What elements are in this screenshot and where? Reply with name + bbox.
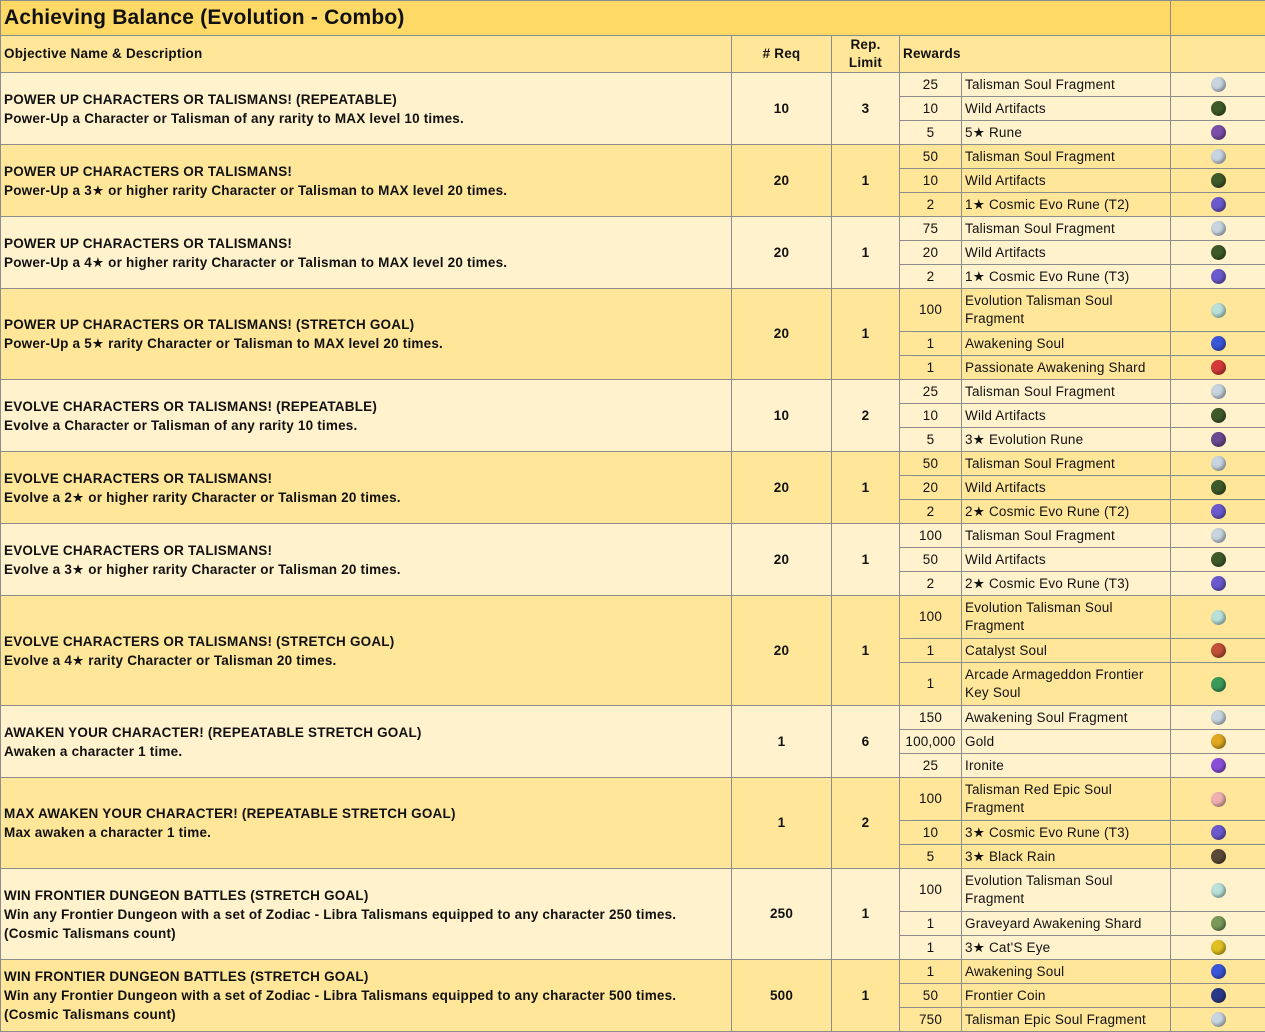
- reward-name: Talisman Soul Fragment: [962, 217, 1171, 241]
- table-row: [1, 960, 1265, 984]
- objective-cell: [1, 217, 732, 289]
- evo-soul-fragment-icon: [1211, 883, 1226, 898]
- header-rewards: Rewards: [900, 36, 1171, 73]
- reward-icon-cell: [1171, 869, 1265, 912]
- graveyard-shard-icon: [1211, 916, 1226, 931]
- reward-quantity: 10: [900, 821, 962, 845]
- soul-fragment-icon: [1211, 456, 1226, 471]
- reward-quantity: 25: [900, 754, 962, 778]
- table-row: [1, 778, 1265, 821]
- reward-name: Evolution Talisman Soul Fragment: [962, 289, 1171, 332]
- objective-description: Power-Up a 5★ rarity Character or Talisman to MAX level 20 times.: [4, 334, 728, 353]
- soul-fragment-icon: [1211, 149, 1226, 164]
- req-count: 500: [732, 960, 832, 1032]
- reward-name: Talisman Soul Fragment: [962, 452, 1171, 476]
- reward-icon-cell: [1171, 936, 1265, 960]
- wild-artifacts-icon: [1211, 245, 1226, 260]
- wild-artifacts-icon: [1211, 480, 1226, 495]
- reward-name: Talisman Soul Fragment: [962, 73, 1171, 97]
- wild-artifacts-icon: [1211, 552, 1226, 567]
- reward-quantity: 1: [900, 356, 962, 380]
- black-rain-icon: [1211, 849, 1226, 864]
- reward-quantity: 1: [900, 912, 962, 936]
- reward-icon-cell: [1171, 984, 1265, 1008]
- reward-name: 1★ Cosmic Evo Rune (T3): [962, 265, 1171, 289]
- objective-cell: [1, 145, 732, 217]
- reward-icon-cell: [1171, 145, 1265, 169]
- reward-icon-cell: [1171, 778, 1265, 821]
- reward-icon-cell: [1171, 121, 1265, 145]
- reward-icon-cell: [1171, 912, 1265, 936]
- reward-name: Wild Artifacts: [962, 169, 1171, 193]
- header-limit: Rep. Limit: [832, 36, 900, 73]
- reward-quantity: 100: [900, 524, 962, 548]
- reward-quantity: 1: [900, 639, 962, 663]
- cosmic-evo-rune-icon: [1211, 197, 1226, 212]
- reward-quantity: 2: [900, 572, 962, 596]
- reward-name: Wild Artifacts: [962, 548, 1171, 572]
- soul-fragment-icon: [1211, 221, 1226, 236]
- reward-name: Catalyst Soul: [962, 639, 1171, 663]
- epic-soul-fragment-icon: [1211, 792, 1226, 807]
- objective-cell: [1, 869, 732, 960]
- reward-name: Frontier Coin: [962, 984, 1171, 1008]
- reward-quantity: 5: [900, 428, 962, 452]
- objective-cell: [1, 524, 732, 596]
- reward-quantity: 10: [900, 97, 962, 121]
- rep-limit: 1: [832, 289, 900, 380]
- reward-icon-cell: [1171, 169, 1265, 193]
- table-row: [1, 596, 1265, 639]
- soul-fragment-icon: [1211, 384, 1226, 399]
- rep-limit: 6: [832, 706, 900, 778]
- objective-description: Evolve a Character or Talisman of any rarity 10 times.: [4, 416, 728, 435]
- cosmic-evo-rune-icon: [1211, 269, 1226, 284]
- objective-name: EVOLVE CHARACTERS OR TALISMANS! (REPEATABLE): [4, 397, 728, 416]
- reward-quantity: 1: [900, 332, 962, 356]
- reward-icon-cell: [1171, 754, 1265, 778]
- header-req: # Req: [732, 36, 832, 73]
- reward-icon-cell: [1171, 706, 1265, 730]
- header-icon: [1171, 36, 1265, 73]
- table-row: [1, 380, 1265, 404]
- cats-eye-icon: [1211, 940, 1226, 955]
- reward-name: Passionate Awakening Shard: [962, 356, 1171, 380]
- reward-name: Wild Artifacts: [962, 476, 1171, 500]
- objective-description: Power-Up a Character or Talisman of any rarity to MAX level 10 times.: [4, 109, 728, 128]
- objective-cell: [1, 289, 732, 380]
- reward-quantity: 750: [900, 1008, 962, 1032]
- reward-icon-cell: [1171, 404, 1265, 428]
- evo-soul-fragment-icon: [1211, 303, 1226, 318]
- reward-quantity: 100: [900, 778, 962, 821]
- awakening-shard-icon: [1211, 360, 1226, 375]
- reward-name: Awakening Soul: [962, 960, 1171, 984]
- reward-icon-cell: [1171, 476, 1265, 500]
- reward-name: Talisman Soul Fragment: [962, 524, 1171, 548]
- reward-quantity: 150: [900, 706, 962, 730]
- reward-quantity: 1: [900, 936, 962, 960]
- reward-icon-cell: [1171, 380, 1265, 404]
- rep-limit: 1: [832, 217, 900, 289]
- reward-icon-cell: [1171, 596, 1265, 639]
- awakening-soul-icon: [1211, 336, 1226, 351]
- reward-icon-cell: [1171, 73, 1265, 97]
- reward-quantity: 50: [900, 548, 962, 572]
- rep-limit: 3: [832, 73, 900, 145]
- objective-description: Win any Frontier Dungeon with a set of Zodiac - Libra Talismans equipped to any character 250 times. (Cosmic Talismans count): [4, 905, 728, 943]
- cosmic-evo-rune-icon: [1211, 576, 1226, 591]
- rep-limit: 1: [832, 452, 900, 524]
- reward-name: 2★ Cosmic Evo Rune (T3): [962, 572, 1171, 596]
- reward-icon-cell: [1171, 265, 1265, 289]
- reward-icon-cell: [1171, 241, 1265, 265]
- reward-quantity: 2: [900, 193, 962, 217]
- reward-name: Talisman Soul Fragment: [962, 380, 1171, 404]
- objective-description: Evolve a 3★ or higher rarity Character or Talisman 20 times.: [4, 560, 728, 579]
- reward-name: Awakening Soul Fragment: [962, 706, 1171, 730]
- reward-quantity: 5: [900, 845, 962, 869]
- reward-quantity: 5: [900, 121, 962, 145]
- objective-cell: [1, 452, 732, 524]
- objective-name: POWER UP CHARACTERS OR TALISMANS! (STRETCH GOAL): [4, 315, 728, 334]
- reward-quantity: 10: [900, 404, 962, 428]
- soul-fragment-icon: [1211, 528, 1226, 543]
- table-row: [1, 452, 1265, 476]
- title-side-cell: [1171, 1, 1265, 36]
- catalyst-soul-icon: [1211, 643, 1226, 658]
- objective-name: EVOLVE CHARACTERS OR TALISMANS!: [4, 541, 728, 560]
- objective-cell: [1, 706, 732, 778]
- objective-description: Max awaken a character 1 time.: [4, 823, 728, 842]
- req-count: 20: [732, 524, 832, 596]
- header-objective: Objective Name & Description: [1, 36, 732, 73]
- key-soul-icon: [1211, 677, 1226, 692]
- rune-icon: [1211, 125, 1226, 140]
- reward-icon-cell: [1171, 500, 1265, 524]
- reward-icon-cell: [1171, 639, 1265, 663]
- reward-icon-cell: [1171, 960, 1265, 984]
- sheet-title: Achieving Balance (Evolution - Combo): [1, 1, 1171, 36]
- reward-quantity: 100,000: [900, 730, 962, 754]
- req-count: 20: [732, 217, 832, 289]
- gold-icon: [1211, 734, 1226, 749]
- reward-name: Awakening Soul: [962, 332, 1171, 356]
- cosmic-evo-rune-icon: [1211, 825, 1226, 840]
- objective-cell: [1, 778, 732, 869]
- reward-name: Gold: [962, 730, 1171, 754]
- reward-icon-cell: [1171, 548, 1265, 572]
- soul-fragment-icon: [1211, 77, 1226, 92]
- reward-icon-cell: [1171, 193, 1265, 217]
- req-count: 20: [732, 452, 832, 524]
- reward-name: 3★ Evolution Rune: [962, 428, 1171, 452]
- reward-quantity: 1: [900, 663, 962, 706]
- req-count: 20: [732, 596, 832, 706]
- reward-quantity: 2: [900, 265, 962, 289]
- reward-name: Arcade Armageddon Frontier Key Soul: [962, 663, 1171, 706]
- cosmic-evo-rune-icon: [1211, 504, 1226, 519]
- reward-name: 3★ Cat'S Eye: [962, 936, 1171, 960]
- objective-cell: [1, 960, 732, 1032]
- reward-icon-cell: [1171, 356, 1265, 380]
- rep-limit: 2: [832, 778, 900, 869]
- req-count: 1: [732, 706, 832, 778]
- reward-name: Talisman Soul Fragment: [962, 145, 1171, 169]
- reward-quantity: 100: [900, 869, 962, 912]
- req-count: 1: [732, 778, 832, 869]
- wild-artifacts-icon: [1211, 408, 1226, 423]
- reward-quantity: 20: [900, 241, 962, 265]
- rep-limit: 2: [832, 380, 900, 452]
- reward-quantity: 25: [900, 73, 962, 97]
- reward-name: Wild Artifacts: [962, 404, 1171, 428]
- req-count: 20: [732, 145, 832, 217]
- reward-icon-cell: [1171, 452, 1265, 476]
- table-row: [1, 217, 1265, 241]
- soul-fragment-icon: [1211, 1012, 1226, 1027]
- objective-name: EVOLVE CHARACTERS OR TALISMANS!: [4, 469, 728, 488]
- reward-quantity: 1: [900, 960, 962, 984]
- reward-icon-cell: [1171, 289, 1265, 332]
- objective-name: AWAKEN YOUR CHARACTER! (REPEATABLE STRETCH GOAL): [4, 723, 728, 742]
- reward-name: 5★ Rune: [962, 121, 1171, 145]
- reward-icon-cell: [1171, 572, 1265, 596]
- objective-description: Awaken a character 1 time.: [4, 742, 728, 761]
- objective-description: Evolve a 4★ rarity Character or Talisman 20 times.: [4, 651, 728, 670]
- reward-quantity: 50: [900, 984, 962, 1008]
- reward-name: 1★ Cosmic Evo Rune (T2): [962, 193, 1171, 217]
- objective-description: Power-Up a 4★ or higher rarity Character or Talisman to MAX level 20 times.: [4, 253, 728, 272]
- reward-quantity: 20: [900, 476, 962, 500]
- reward-quantity: 100: [900, 596, 962, 639]
- reward-quantity: 10: [900, 169, 962, 193]
- reward-icon-cell: [1171, 663, 1265, 706]
- objective-cell: [1, 73, 732, 145]
- objective-description: Win any Frontier Dungeon with a set of Zodiac - Libra Talismans equipped to any character 500 times. (Cosmic Talismans count): [4, 986, 728, 1024]
- objective-name: MAX AWAKEN YOUR CHARACTER! (REPEATABLE STRETCH GOAL): [4, 804, 728, 823]
- reward-quantity: 50: [900, 145, 962, 169]
- reward-quantity: 100: [900, 289, 962, 332]
- objective-name: POWER UP CHARACTERS OR TALISMANS!: [4, 234, 728, 253]
- frontier-coin-icon: [1211, 988, 1226, 1003]
- reward-name: Graveyard Awakening Shard: [962, 912, 1171, 936]
- objective-name: WIN FRONTIER DUNGEON BATTLES (STRETCH GOAL): [4, 967, 728, 986]
- req-count: 10: [732, 73, 832, 145]
- reward-name: 3★ Black Rain: [962, 845, 1171, 869]
- table-row: [1, 289, 1265, 332]
- table-row: [1, 869, 1265, 912]
- table-row: [1, 73, 1265, 97]
- evo-soul-fragment-icon: [1211, 610, 1226, 625]
- req-count: 10: [732, 380, 832, 452]
- reward-name: 2★ Cosmic Evo Rune (T2): [962, 500, 1171, 524]
- reward-name: Talisman Red Epic Soul Fragment: [962, 778, 1171, 821]
- reward-icon-cell: [1171, 821, 1265, 845]
- reward-icon-cell: [1171, 845, 1265, 869]
- reward-name: Wild Artifacts: [962, 97, 1171, 121]
- table-row: [1, 524, 1265, 548]
- wild-artifacts-icon: [1211, 101, 1226, 116]
- objective-name: POWER UP CHARACTERS OR TALISMANS!: [4, 162, 728, 181]
- rep-limit: 1: [832, 524, 900, 596]
- reward-icon-cell: [1171, 524, 1265, 548]
- table-row: [1, 145, 1265, 169]
- reward-name: Wild Artifacts: [962, 241, 1171, 265]
- req-count: 250: [732, 869, 832, 960]
- reward-name: Talisman Epic Soul Fragment: [962, 1008, 1171, 1032]
- reward-icon-cell: [1171, 1008, 1265, 1032]
- objective-cell: [1, 596, 732, 706]
- reward-name: Ironite: [962, 754, 1171, 778]
- rep-limit: 1: [832, 596, 900, 706]
- reward-quantity: 75: [900, 217, 962, 241]
- reward-name: Evolution Talisman Soul Fragment: [962, 596, 1171, 639]
- objective-name: POWER UP CHARACTERS OR TALISMANS! (REPEATABLE): [4, 90, 728, 109]
- req-count: 20: [732, 289, 832, 380]
- rep-limit: 1: [832, 145, 900, 217]
- rep-limit: 1: [832, 960, 900, 1032]
- reward-quantity: 50: [900, 452, 962, 476]
- table-row: [1, 706, 1265, 730]
- reward-name: 3★ Cosmic Evo Rune (T3): [962, 821, 1171, 845]
- objective-name: WIN FRONTIER DUNGEON BATTLES (STRETCH GOAL): [4, 886, 728, 905]
- reward-icon-cell: [1171, 97, 1265, 121]
- reward-icon-cell: [1171, 332, 1265, 356]
- wild-artifacts-icon: [1211, 173, 1226, 188]
- objective-description: Power-Up a 3★ or higher rarity Character or Talisman to MAX level 20 times.: [4, 181, 728, 200]
- reward-icon-cell: [1171, 730, 1265, 754]
- objective-cell: [1, 380, 732, 452]
- ironite-icon: [1211, 758, 1226, 773]
- reward-name: Evolution Talisman Soul Fragment: [962, 869, 1171, 912]
- reward-icon-cell: [1171, 217, 1265, 241]
- reward-quantity: 25: [900, 380, 962, 404]
- reward-quantity: 2: [900, 500, 962, 524]
- objective-name: EVOLVE CHARACTERS OR TALISMANS! (STRETCH GOAL): [4, 632, 728, 651]
- evolution-rune-icon: [1211, 432, 1226, 447]
- rep-limit: 1: [832, 869, 900, 960]
- reward-icon-cell: [1171, 428, 1265, 452]
- awakening-soul-icon: [1211, 964, 1226, 979]
- objective-description: Evolve a 2★ or higher rarity Character or Talisman 20 times.: [4, 488, 728, 507]
- soul-fragment-icon: [1211, 710, 1226, 725]
